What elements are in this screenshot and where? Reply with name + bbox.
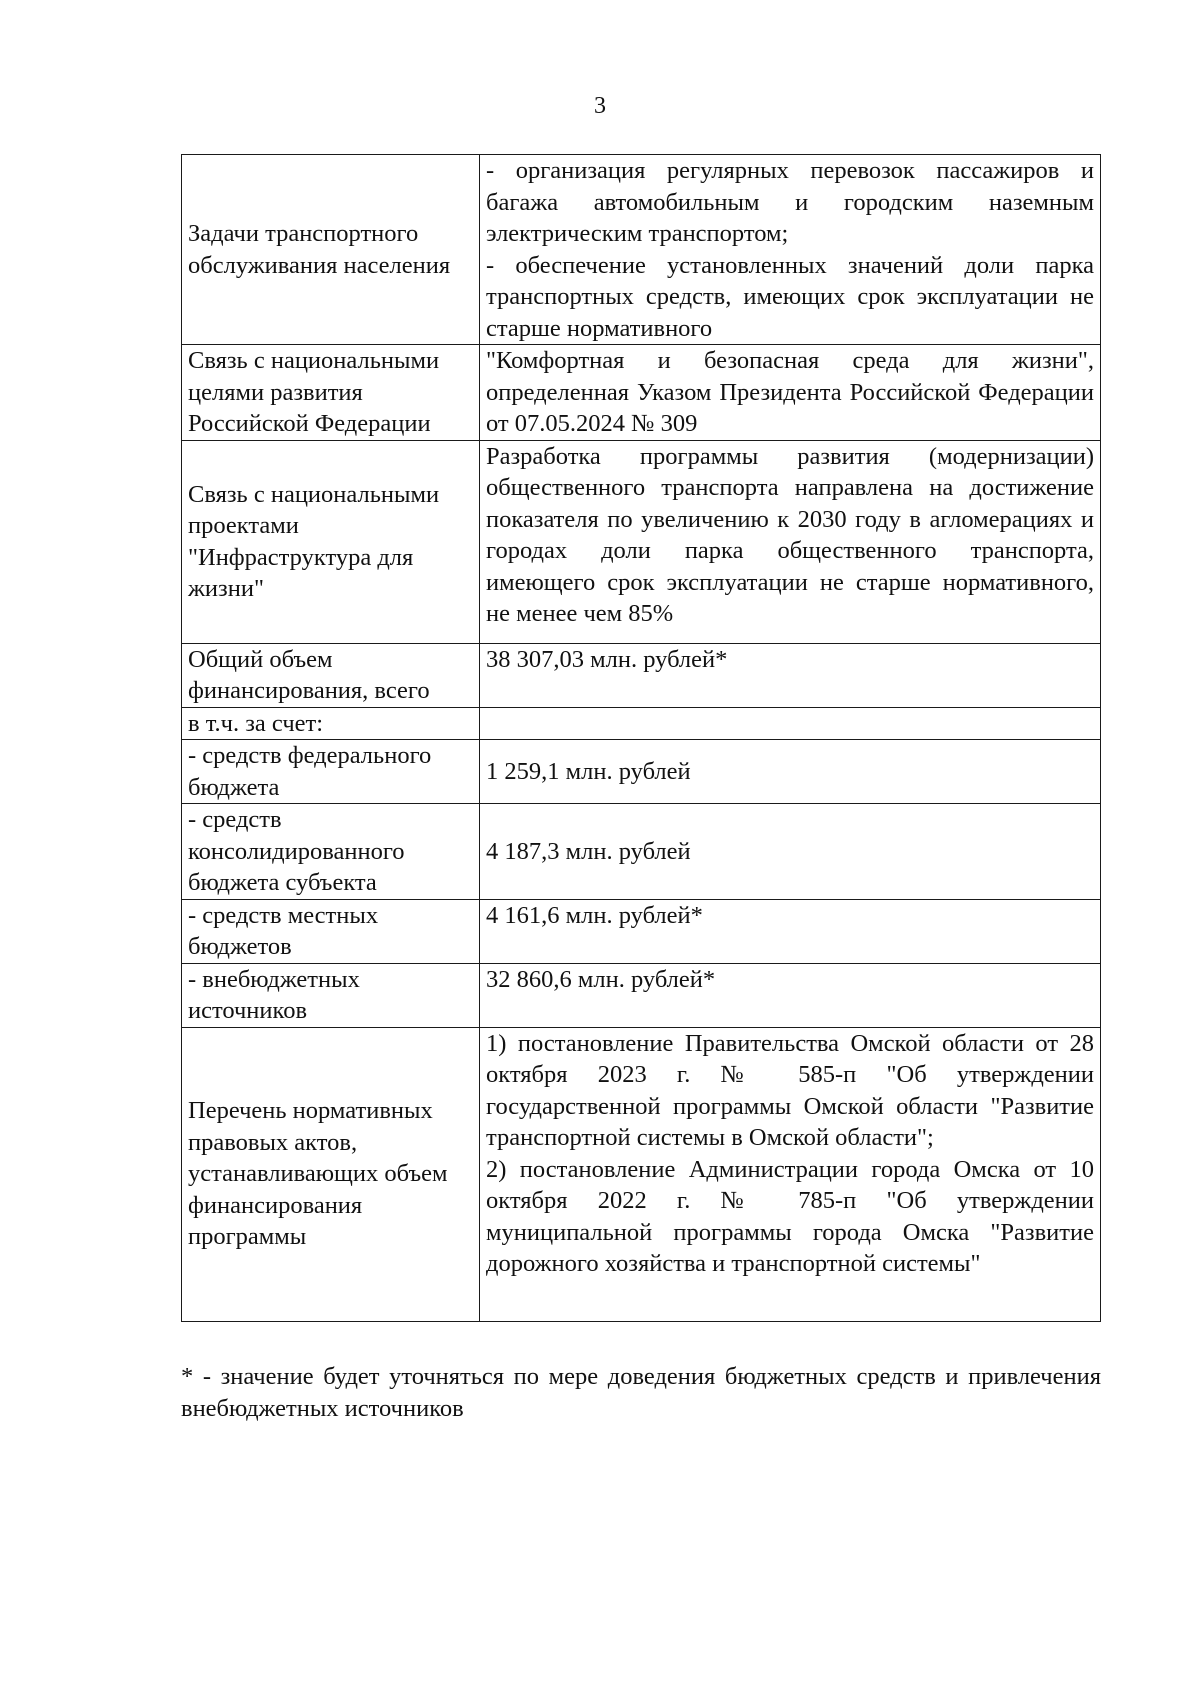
- table-row: [182, 707, 1101, 740]
- table-row: [182, 155, 1101, 345]
- table-row: [182, 804, 1101, 900]
- program-passport-table: [181, 154, 1101, 1322]
- row-label-national-goals: Связь с национальными целями развития Российской Федерации: [182, 345, 480, 441]
- row-label-local-budgets: - средств местных бюджетов: [182, 899, 480, 963]
- row-label-consolidated-budget: - средств консолидированного бюджета субъекта: [182, 804, 480, 900]
- row-value-federal-budget: 1 259,1 млн. рублей: [480, 740, 1101, 804]
- table-row: [182, 1027, 1101, 1321]
- page-number: 3: [594, 93, 606, 119]
- table-row: [182, 440, 1101, 643]
- task-item-text: - организация регулярных перевозок пассажиров и багажа автомобильным и городским наземным электрическим транспортом; - обеспечение установленных значений доли парка транспортных средств, имеющих срок эксплуатации не старше нормативного: [486, 157, 1094, 342]
- row-label-including: в т.ч. за счет:: [182, 707, 480, 740]
- row-value-consolidated-budget: 4 187,3 млн. рублей: [480, 804, 1101, 900]
- footnote: [181, 1361, 1101, 1424]
- row-value-total-financing: 38 307,03 млн. рублей*: [480, 643, 1101, 707]
- table-row: [182, 345, 1101, 441]
- row-label-federal-budget: - средств федерального бюджета: [182, 740, 480, 804]
- table-row: [182, 643, 1101, 707]
- row-label-transport-tasks: Задачи транспортного обслуживания населения: [182, 155, 480, 345]
- table-row: [182, 899, 1101, 963]
- row-label-extrabudgetary: - внебюджетных источников: [182, 963, 480, 1027]
- row-value-legal-acts: 1) постановление Правительства Омской области от 28 октября 2023 г. № 585-п "Об утверждении государственной программы Омской области "Развитие транспортной системы в Омской области"; 2) постановление Администрации города Омска от 10 октября 2022 г. № 785-п "Об утверждении муниципальной программы города Омска "Развитие дорожного хозяйства и транспортной системы": [480, 1027, 1101, 1321]
- row-label-legal-acts: Перечень нормативных правовых актов, устанавливающих объем финансирования программы: [182, 1027, 480, 1321]
- row-value-local-budgets: 4 161,6 млн. рублей*: [480, 899, 1101, 963]
- row-value-national-projects: Разработка программы развития (модернизации) общественного транспорта направлена на достижение показателя по увеличению к 2030 году в агломерациях и городах доли парка общественного транспорта, имеющего срок эксплуатации не старше нормативного, не менее чем 85%: [480, 440, 1101, 643]
- table-row: [182, 740, 1101, 804]
- row-value-extrabudgetary: 32 860,6 млн. рублей*: [480, 963, 1101, 1027]
- row-value-including: [480, 707, 1101, 740]
- footnote-text: * - значение будет уточняться по мере доведения бюджетных средств и привлечения внебюджетных источников: [181, 1363, 1101, 1422]
- row-label-total-financing: Общий объем финансирования, всего: [182, 643, 480, 707]
- row-value-national-goals: "Комфортная и безопасная среда для жизни", определенная Указом Президента Российской Федерации от 07.05.2024 № 309: [480, 345, 1101, 441]
- row-value-transport-tasks: [480, 155, 1101, 345]
- row-label-national-projects: Связь с национальными проектами "Инфраструктура для жизни": [182, 440, 480, 643]
- table-row: [182, 963, 1101, 1027]
